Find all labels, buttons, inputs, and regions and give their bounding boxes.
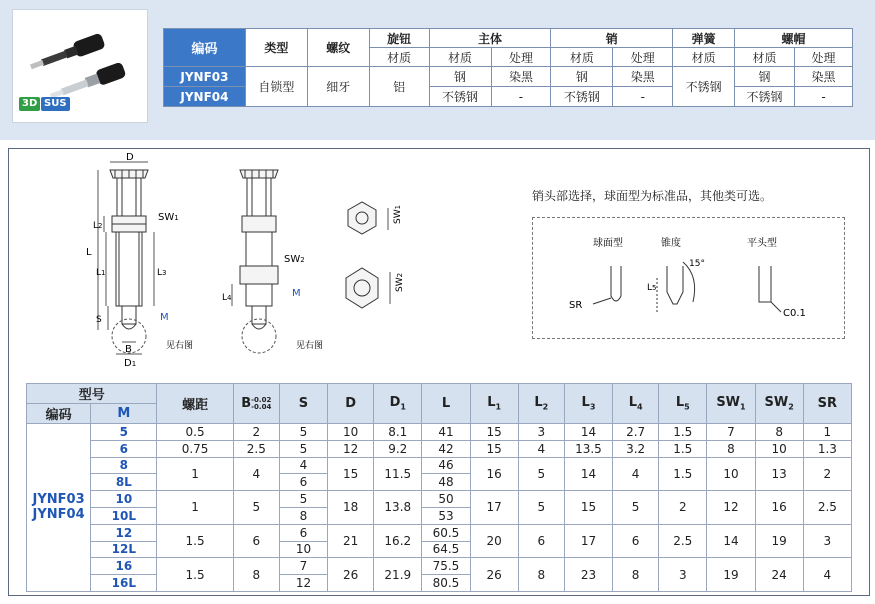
- cell-L3: 23: [564, 558, 612, 592]
- dim-SW2-label: SW2: [284, 254, 305, 265]
- cell-L3: 13.5: [564, 440, 612, 457]
- cell-pitch: 1: [157, 457, 233, 491]
- spec-nut-treat: -: [795, 87, 853, 107]
- cell-pitch: 1.5: [157, 524, 233, 558]
- spec-head-knob: 旋钮: [369, 29, 429, 48]
- cell-L5: 1.5: [659, 457, 707, 491]
- see-right-label-2: 见右图: [296, 341, 324, 351]
- head-S: S: [279, 384, 327, 424]
- spec-sub-material: 材质: [673, 48, 735, 67]
- cell-M: 8: [91, 457, 157, 474]
- cell-D: 12: [328, 440, 374, 457]
- cell-L3: 14: [564, 424, 612, 441]
- head-L: L: [422, 384, 470, 424]
- tip-ball-label: 球面型: [593, 238, 623, 249]
- dim-D-label: D: [126, 152, 134, 163]
- tip-chamfer-label: C0.1: [783, 308, 806, 319]
- cell-L2: 8: [518, 558, 564, 592]
- cell-M: 10: [91, 491, 157, 508]
- badge-3d: 3D: [19, 97, 40, 111]
- cell-SW1: 19: [707, 558, 755, 592]
- head-L3: $L_3$: [564, 384, 612, 424]
- dim-M-label-2: M: [292, 288, 301, 299]
- spec-sub-treat: 处理: [491, 48, 551, 67]
- head-L4: $L_4$: [613, 384, 659, 424]
- cell-S: 6: [279, 474, 327, 491]
- cell-SR: 4: [803, 558, 851, 592]
- dim-L4-label: L4: [222, 293, 232, 303]
- cell-L4: 8: [613, 558, 659, 592]
- cell-SW1: 10: [707, 457, 755, 491]
- head-SW2: $SW_2$: [755, 384, 803, 424]
- head-L5: $L_5$: [659, 384, 707, 424]
- spec-head-code: 编码: [164, 29, 246, 67]
- head-L2: $L_2$: [518, 384, 564, 424]
- cell-SW2: 24: [755, 558, 803, 592]
- cell-S: 8: [279, 507, 327, 524]
- cell-S: 5: [279, 440, 327, 457]
- cell-B: 6: [233, 524, 279, 558]
- spec-pin-material: 钢: [551, 67, 613, 87]
- cell-L5: 1.5: [659, 424, 707, 441]
- cell-D: 10: [328, 424, 374, 441]
- dim-L1-label: L1: [96, 268, 106, 278]
- head-D1: $D_1$: [374, 384, 422, 424]
- cell-S: 5: [279, 491, 327, 508]
- cell-L3: 15: [564, 491, 612, 525]
- cell-D1: 13.8: [374, 491, 422, 525]
- cell-L1: 26: [470, 558, 518, 592]
- cell-L4: 2.7: [613, 424, 659, 441]
- cell-L: 46: [422, 457, 470, 474]
- cell-S: 6: [279, 524, 327, 541]
- cell-SR: 1: [803, 424, 851, 441]
- cell-L4: 6: [613, 524, 659, 558]
- cell-L4: 4: [613, 457, 659, 491]
- cell-L4: 3.2: [613, 440, 659, 457]
- cell-SR: 3: [803, 524, 851, 558]
- dim-L3-label: L3: [157, 268, 167, 278]
- cell-pitch: 1.5: [157, 558, 233, 592]
- dimension-table: [26, 383, 852, 592]
- cell-L: 75.5: [422, 558, 470, 575]
- spec-head-thread: 螺纹: [307, 29, 369, 67]
- cell-M: 6: [91, 440, 157, 457]
- cell-SW1: 14: [707, 524, 755, 558]
- spec-sub-material: 材质: [369, 48, 429, 67]
- cell-pitch: 1: [157, 491, 233, 525]
- cell-L1: 20: [470, 524, 518, 558]
- cell-M: 5: [91, 424, 157, 441]
- cell-L5: 3: [659, 558, 707, 592]
- code-cell: JYNF03 JYNF04: [27, 424, 91, 592]
- cell-SW1: 7: [707, 424, 755, 441]
- cell-B: 2: [233, 424, 279, 441]
- spec-sub-material: 材质: [429, 48, 491, 67]
- cell-M: 12L: [91, 541, 157, 558]
- spec-sub-material: 材质: [551, 48, 613, 67]
- spec-head-spring: 弹簧: [673, 29, 735, 48]
- cell-SW1: 8: [707, 440, 755, 457]
- cell-SW2: 19: [755, 524, 803, 558]
- head-code: 编码: [27, 404, 91, 424]
- cell-S: 12: [279, 575, 327, 592]
- head-M: M: [91, 404, 157, 424]
- spec-nut-material: 不锈钢: [735, 87, 795, 107]
- spec-pin-treat: 染黑: [613, 67, 673, 87]
- cell-L: 48: [422, 474, 470, 491]
- cell-M: 12: [91, 524, 157, 541]
- cell-SR: 2.5: [803, 491, 851, 525]
- cell-L5: 2.5: [659, 524, 707, 558]
- cell-L2: 6: [518, 524, 564, 558]
- spec-code-jynf04: JYNF04: [164, 87, 246, 107]
- pin-tip-options: [532, 217, 845, 339]
- spec-thread: 细牙: [307, 67, 369, 107]
- tip-SR-label: SR: [569, 300, 583, 311]
- spec-head-pin: 销: [551, 29, 673, 48]
- spec-body-treat: 染黑: [491, 67, 551, 87]
- cell-M: 16L: [91, 575, 157, 592]
- cell-D1: 8.1: [374, 424, 422, 441]
- spec-nut-treat: 染黑: [795, 67, 853, 87]
- cell-L1: 16: [470, 457, 518, 491]
- spec-head-body: 主体: [429, 29, 551, 48]
- cell-pitch: 0.5: [157, 424, 233, 441]
- cell-SR: 2: [803, 457, 851, 491]
- cell-M: 8L: [91, 474, 157, 491]
- cell-SW1: 12: [707, 491, 755, 525]
- cell-L: 50: [422, 491, 470, 508]
- cell-D1: 9.2: [374, 440, 422, 457]
- spec-body-material: 钢: [429, 67, 491, 87]
- tip-angle-label: 15°: [689, 259, 705, 269]
- hex-SW2-label: SW2: [395, 272, 405, 292]
- cell-D1: 21.9: [374, 558, 422, 592]
- cell-D: 18: [328, 491, 374, 525]
- cell-L: 64.5: [422, 541, 470, 558]
- spec-body-treat: -: [491, 87, 551, 107]
- cell-D: 21: [328, 524, 374, 558]
- spec-pin-material: 不锈钢: [551, 87, 613, 107]
- cell-B: 8: [233, 558, 279, 592]
- cell-L5: 1.5: [659, 440, 707, 457]
- cell-SW2: 10: [755, 440, 803, 457]
- cell-SW2: 16: [755, 491, 803, 525]
- dim-D1-label: D1: [124, 358, 137, 369]
- cell-S: 5: [279, 424, 327, 441]
- head-model: 型号: [27, 384, 157, 404]
- spec-spring-material: 不锈钢: [673, 67, 735, 107]
- dim-S-label: S: [96, 315, 102, 325]
- spec-sub-treat: 处理: [795, 48, 853, 67]
- cell-L: 60.5: [422, 524, 470, 541]
- cell-L2: 4: [518, 440, 564, 457]
- cell-L: 41: [422, 424, 470, 441]
- head-pitch: 螺距: [157, 384, 233, 424]
- cell-SW2: 13: [755, 457, 803, 491]
- cell-L5: 2: [659, 491, 707, 525]
- cell-L2: 5: [518, 491, 564, 525]
- head-SW1: $SW_1$: [707, 384, 755, 424]
- cell-B: 4: [233, 457, 279, 491]
- cell-D: 15: [328, 457, 374, 491]
- cell-SW2: 8: [755, 424, 803, 441]
- spec-type: 自锁型: [245, 67, 307, 107]
- head-B: B-0.02 -0.04: [233, 384, 279, 424]
- spec-head-nut: 螺帽: [735, 29, 853, 48]
- dim-B-label: B: [125, 344, 132, 355]
- cell-B: 2.5: [233, 440, 279, 457]
- see-right-label-1: 见右图: [166, 341, 194, 351]
- spec-nut-material: 钢: [735, 67, 795, 87]
- cell-S: 10: [279, 541, 327, 558]
- head-D: D: [328, 384, 374, 424]
- badge-sus: SUS: [41, 97, 70, 111]
- spec-sub-material: 材质: [735, 48, 795, 67]
- cell-M: 10L: [91, 507, 157, 524]
- cell-L3: 17: [564, 524, 612, 558]
- cell-B: 5: [233, 491, 279, 525]
- pin-head-note: 销头部选择，球面型为标准品，其他类可选。: [532, 189, 773, 203]
- spec-pin-treat: -: [613, 87, 673, 107]
- spec-sub-treat: 处理: [613, 48, 673, 67]
- dim-L-label: L: [86, 247, 92, 258]
- head-L1: $L_1$: [470, 384, 518, 424]
- dim-SW1-label: SW1: [158, 212, 179, 223]
- spec-body-material: 不锈钢: [429, 87, 491, 107]
- cell-D1: 11.5: [374, 457, 422, 491]
- cell-L: 42: [422, 440, 470, 457]
- cell-D: 26: [328, 558, 374, 592]
- hex-SW1-label: SW1: [393, 204, 403, 224]
- spec-table: [163, 28, 853, 107]
- cell-L3: 14: [564, 457, 612, 491]
- tip-flat-label: 平头型: [747, 238, 777, 249]
- cell-L: 53: [422, 507, 470, 524]
- cell-L: 80.5: [422, 575, 470, 592]
- cell-L1: 15: [470, 440, 518, 457]
- cell-M: 16: [91, 558, 157, 575]
- tip-cone-label: 锥度: [661, 238, 681, 249]
- cell-pitch: 0.75: [157, 440, 233, 457]
- cell-L1: 17: [470, 491, 518, 525]
- head-SR: SR: [803, 384, 851, 424]
- cell-L4: 5: [613, 491, 659, 525]
- dim-L2-label: L2: [93, 221, 103, 231]
- tip-L5-label: L5: [647, 283, 657, 293]
- cell-L2: 3: [518, 424, 564, 441]
- cell-S: 4: [279, 457, 327, 474]
- cell-S: 7: [279, 558, 327, 575]
- cell-D1: 16.2: [374, 524, 422, 558]
- cell-SR: 1.3: [803, 440, 851, 457]
- spec-head-type: 类型: [245, 29, 307, 67]
- dim-M-label: M: [160, 312, 169, 323]
- technical-drawing: [40, 150, 480, 375]
- spec-code-jynf03: JYNF03: [164, 67, 246, 87]
- spec-knob-material: 铝: [369, 67, 429, 107]
- cell-L1: 15: [470, 424, 518, 441]
- cell-L2: 5: [518, 457, 564, 491]
